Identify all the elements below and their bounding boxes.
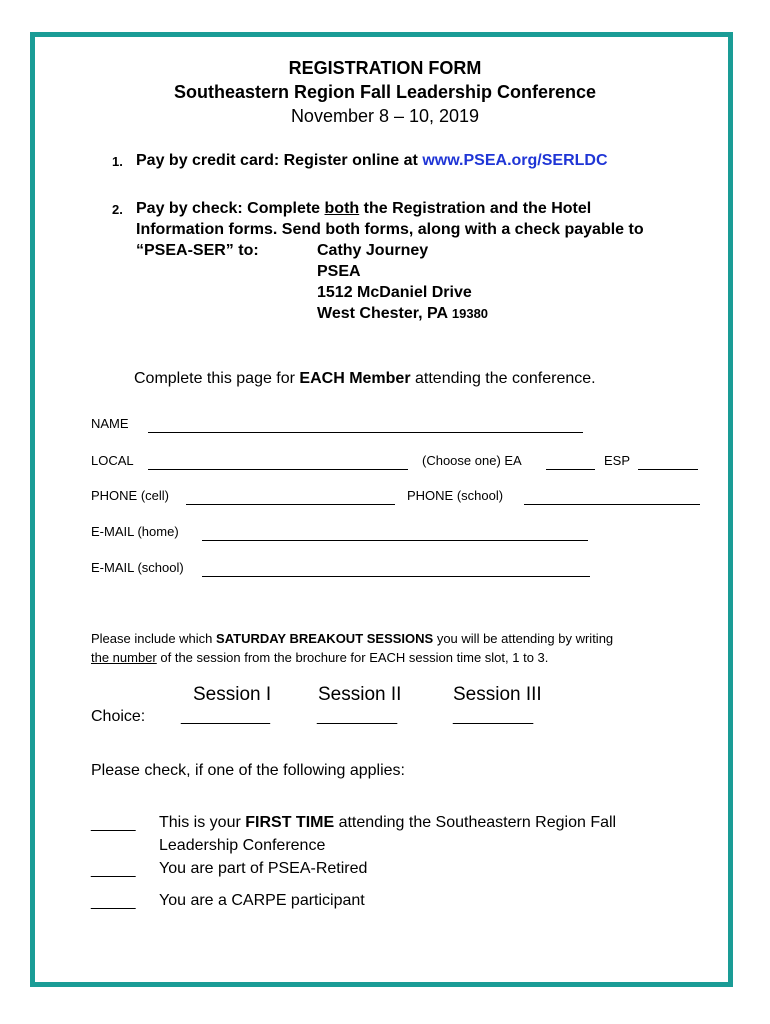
page-border xyxy=(30,32,733,987)
esp-field[interactable] xyxy=(638,455,698,470)
breakout-pre: Please include which xyxy=(91,631,217,646)
phone-cell-field[interactable] xyxy=(186,490,395,505)
choice-label: Choice: xyxy=(91,708,146,725)
first-time-line2: Leadership Conference xyxy=(159,837,326,854)
check-instruction-line2: Information forms. Send both forms, along with a check payable to xyxy=(136,221,644,238)
item1-number: 1. xyxy=(112,154,123,169)
name-label: NAME xyxy=(91,416,129,431)
first-time-line1 xyxy=(159,814,616,832)
address-street: 1512 McDaniel Drive xyxy=(317,284,472,301)
first-time-post: attending the Southeastern Region Fall xyxy=(334,814,617,831)
conference-dates: November 8 – 10, 2019 xyxy=(290,106,480,126)
registration-link[interactable]: www.PSEA.org/SERLDC xyxy=(422,152,608,169)
complete-note xyxy=(134,370,596,388)
session-2-header: Session II xyxy=(318,684,402,705)
complete-note-bold: EACH Member xyxy=(299,370,411,387)
session-3-header: Session III xyxy=(453,684,542,705)
breakout-line2-rest: of the session from the brochure for EACH session time slot, 1 to 3. xyxy=(156,650,549,665)
session-1-header: Session I xyxy=(193,684,272,705)
retired-option: You are part of PSEA-Retired xyxy=(159,860,368,877)
session-2-blank[interactable]: _________ xyxy=(317,708,398,725)
check-text-a: Pay by check: Complete xyxy=(136,200,325,217)
address-org: PSEA xyxy=(317,263,361,280)
form-title: REGISTRATION FORM xyxy=(288,58,482,78)
local-field[interactable] xyxy=(148,455,408,470)
credit-card-instruction xyxy=(136,152,608,170)
item2-number: 2. xyxy=(112,202,123,217)
first-time-bold: FIRST TIME xyxy=(245,814,335,831)
address-zip: 19380 xyxy=(451,306,489,321)
check-instruction-line1 xyxy=(136,200,591,218)
phone-school-field[interactable] xyxy=(524,490,700,505)
email-school-field[interactable] xyxy=(202,562,590,577)
breakout-bold: SATURDAY BREAKOUT SESSIONS xyxy=(216,631,434,646)
choose-ea-label: (Choose one) EA xyxy=(422,453,522,468)
payable-to-label: “PSEA-SER” to: xyxy=(136,242,259,259)
local-label: LOCAL xyxy=(91,453,134,468)
email-home-field[interactable] xyxy=(202,526,588,541)
phone-school-label: PHONE (school) xyxy=(407,488,504,503)
the-number-emphasis: the number xyxy=(91,650,157,665)
esp-label: ESP xyxy=(604,453,631,468)
name-field[interactable] xyxy=(148,418,583,433)
both-emphasis: both xyxy=(324,200,360,217)
check-text-b: the Registration and the Hotel xyxy=(359,200,592,217)
complete-note-pre: Complete this page for xyxy=(134,370,300,387)
address-city xyxy=(317,305,488,323)
address-city-state: West Chester, PA xyxy=(317,305,448,322)
breakout-post: you will be attending by writing xyxy=(433,631,614,646)
phone-cell-label: PHONE (cell) xyxy=(91,488,170,503)
address-name: Cathy Journey xyxy=(317,242,429,259)
breakout-instruction-line1 xyxy=(91,631,613,646)
carpe-option: You are a CARPE participant xyxy=(159,892,365,909)
breakout-instruction-line2 xyxy=(91,650,548,665)
complete-note-post: attending the conference. xyxy=(410,370,596,387)
checklist-intro: Please check, if one of the following applies: xyxy=(91,762,405,779)
first-time-blank[interactable]: _____ xyxy=(91,815,136,832)
carpe-blank[interactable]: _____ xyxy=(91,893,136,910)
email-school-label: E-MAIL (school) xyxy=(91,560,184,575)
email-home-label: E-MAIL (home) xyxy=(91,524,179,539)
first-time-pre: This is your xyxy=(159,814,246,831)
session-3-blank[interactable]: _________ xyxy=(453,708,534,725)
conference-name: Southeastern Region Fall Leadership Conference xyxy=(173,82,597,102)
retired-blank[interactable]: _____ xyxy=(91,861,136,878)
credit-card-text: Pay by credit card: Register online at xyxy=(136,152,423,169)
session-1-blank[interactable]: __________ xyxy=(181,708,270,725)
ea-field[interactable] xyxy=(546,455,595,470)
